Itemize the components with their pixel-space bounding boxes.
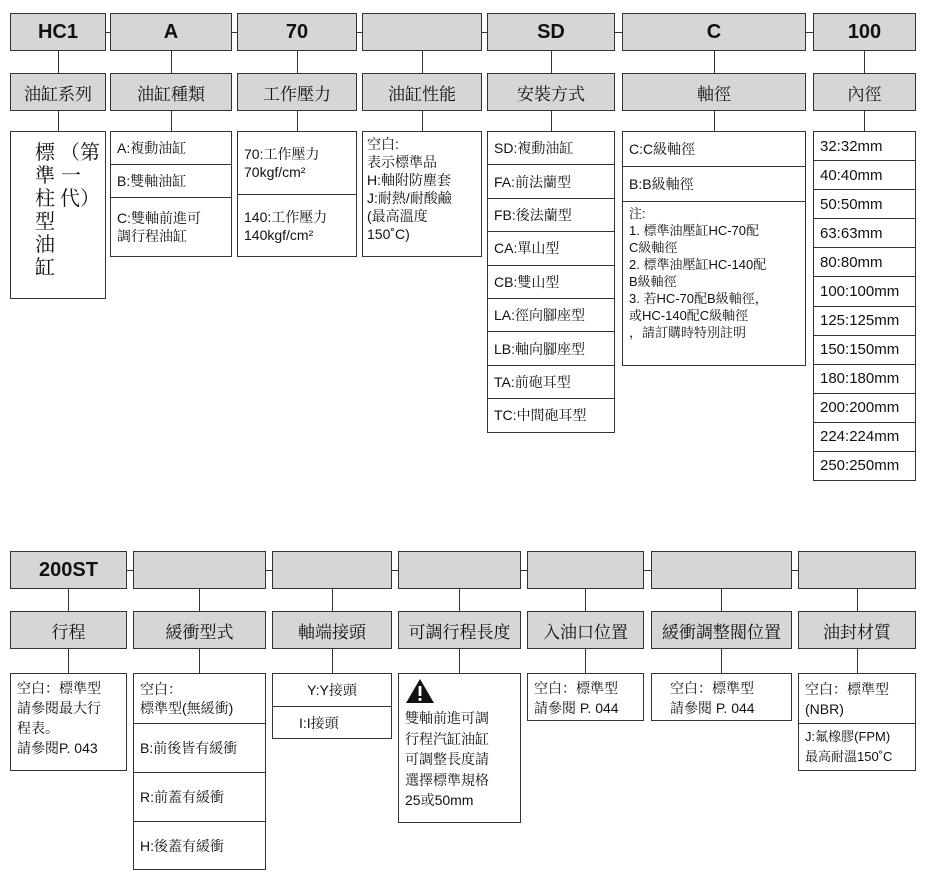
list-item: H:後蓋有緩衝 xyxy=(140,837,224,854)
list-item: 200:200mm xyxy=(814,394,915,423)
list-item: A:複動油缸 xyxy=(111,132,231,165)
connector xyxy=(864,51,865,73)
seal-options-box xyxy=(798,673,916,771)
connector xyxy=(422,51,423,73)
header-type: 油缸種類 xyxy=(110,73,232,111)
connector xyxy=(171,51,172,73)
rod-end-options-box xyxy=(272,673,392,739)
pressure-options-box xyxy=(237,131,357,257)
list-item: 150:150mm xyxy=(814,336,915,365)
connector xyxy=(714,51,715,73)
list-item: C:雙軸前進可 調行程油缸 xyxy=(117,210,201,244)
code-valve xyxy=(651,551,792,589)
adjust-text: 雙軸前進可調 行程汽缸油缸 可調整長度請 選擇標準規格 25或50mm xyxy=(405,710,489,808)
connector xyxy=(551,51,552,73)
connector xyxy=(68,589,69,611)
connector xyxy=(721,589,722,611)
list-item: B:前後皆有緩衝 xyxy=(134,724,265,773)
connector xyxy=(297,51,298,73)
connector xyxy=(714,111,715,131)
code-adjust xyxy=(398,551,521,589)
list-item: SD:複動油缸 xyxy=(488,132,614,165)
adjust-box xyxy=(398,673,521,823)
rod-options-box xyxy=(622,131,806,366)
code-type: A xyxy=(110,13,232,51)
header-bore: 內徑 xyxy=(813,73,916,111)
header-rod-end: 軸端接頭 xyxy=(272,611,392,649)
port-box: 空白：標準型 請參閱 P. 044 xyxy=(527,673,644,721)
connector xyxy=(585,589,586,611)
code-bore: 100 xyxy=(813,13,916,51)
list-item: 80:80mm xyxy=(814,248,915,277)
list-item: 32:32mm xyxy=(814,132,915,161)
connector xyxy=(332,589,333,611)
list-item: 224:224mm xyxy=(814,423,915,452)
list-item: FB:後法蘭型 xyxy=(488,199,614,232)
list-item: LB:軸向腳座型 xyxy=(488,332,614,365)
type-options-box xyxy=(110,131,232,257)
mount-options-box xyxy=(487,131,615,433)
connector xyxy=(422,111,423,131)
bore-options-box xyxy=(813,131,916,481)
connector xyxy=(68,649,69,673)
code-pressure: 70 xyxy=(237,13,357,51)
list-item: J:氟橡膠(FPM) 最高耐溫150˚C xyxy=(805,729,893,764)
connector xyxy=(857,589,858,611)
header-rod: 軸徑 xyxy=(622,73,806,111)
connector xyxy=(459,589,460,611)
code-mount: SD xyxy=(487,13,615,51)
list-item: 50:50mm xyxy=(814,190,915,219)
rod-notes: 注: 1. 標準油壓缸HC-70配 C級軸徑 2. 標準油壓缸HC-140配 B級軸徑 3. 若HC-70配B級軸徑， 或HC-140配C級軸徑 ，請訂購時特別註明 xyxy=(629,206,768,340)
list-item: 空白：標準型 (NBR) xyxy=(799,674,915,724)
list-item: TC:中間砲耳型 xyxy=(494,407,587,424)
header-cushion: 緩衝型式 xyxy=(133,611,266,649)
list-item: 63:63mm xyxy=(814,219,915,248)
header-stroke: 行程 xyxy=(10,611,127,649)
stroke-box: 空白：標準型 請參閱最大行 程表。 請參閱P. 043 xyxy=(10,673,127,771)
connector xyxy=(585,649,586,673)
series-sub-text: （第一代） xyxy=(60,142,100,210)
list-item: 70:工作壓力 70kgf/cm² xyxy=(238,132,356,195)
list-item: TA:前砲耳型 xyxy=(488,366,614,399)
cushion-options-box xyxy=(133,673,266,870)
performance-box: 空白: 表示標準品 H:軸附防塵套 J:耐熱/耐酸鹼 (最高溫度 150˚C) xyxy=(362,131,482,257)
code-performance xyxy=(362,13,482,51)
list-item: B:雙軸油缸 xyxy=(111,165,231,198)
list-item: 40:40mm xyxy=(814,161,915,190)
list-item: R:前蓋有緩衝 xyxy=(134,773,265,822)
connector xyxy=(332,649,333,673)
code-series: HC1 xyxy=(10,13,106,51)
list-item: 100:100mm xyxy=(814,277,915,306)
list-item: FA:前法蘭型 xyxy=(488,165,614,198)
header-pressure: 工作壓力 xyxy=(237,73,357,111)
connector xyxy=(58,111,59,131)
list-item: CA:單山型 xyxy=(488,232,614,265)
connector xyxy=(199,589,200,611)
code-stroke: 200ST xyxy=(10,551,127,589)
connector xyxy=(297,111,298,131)
list-item: Y:Y接頭 xyxy=(273,674,391,707)
code-rod: C xyxy=(622,13,806,51)
series-main-text: 標準柱型油缸 xyxy=(35,142,55,279)
series-box xyxy=(10,131,106,299)
valve-box: 空白：標準型 請參閱 P. 044 xyxy=(651,673,792,721)
code-cushion xyxy=(133,551,266,589)
connector xyxy=(551,111,552,131)
list-item: CB:雙山型 xyxy=(488,266,614,299)
header-port: 入油口位置 xyxy=(527,611,644,649)
code-seal xyxy=(798,551,916,589)
header-performance: 油缸性能 xyxy=(362,73,482,111)
list-item: 180:180mm xyxy=(814,365,915,394)
code-port xyxy=(527,551,644,589)
connector xyxy=(58,51,59,73)
connector xyxy=(171,111,172,131)
header-adjust: 可調行程長度 xyxy=(398,611,521,649)
header-mount: 安裝方式 xyxy=(487,73,615,111)
connector xyxy=(199,649,200,673)
connector xyxy=(864,111,865,131)
list-item: 125:125mm xyxy=(814,307,915,336)
warning-icon xyxy=(405,678,435,704)
list-item: 250:250mm xyxy=(820,457,900,475)
header-valve: 緩衝調整閥位置 xyxy=(651,611,792,649)
code-rod-end xyxy=(272,551,392,589)
connector xyxy=(459,649,460,673)
list-item: C:C級軸徑 xyxy=(623,132,805,167)
list-item: 空白： 標準型(無緩衝) xyxy=(134,674,265,724)
list-item: 140:工作壓力 140kgf/cm² xyxy=(244,208,328,243)
header-series: 油缸系列 xyxy=(10,73,106,111)
header-seal: 油封材質 xyxy=(798,611,916,649)
list-item: B:B級軸徑 xyxy=(623,167,805,202)
list-item: I:I接頭 xyxy=(299,714,339,731)
connector xyxy=(721,649,722,673)
connector xyxy=(857,649,858,673)
list-item: LA:徑向腳座型 xyxy=(488,299,614,332)
